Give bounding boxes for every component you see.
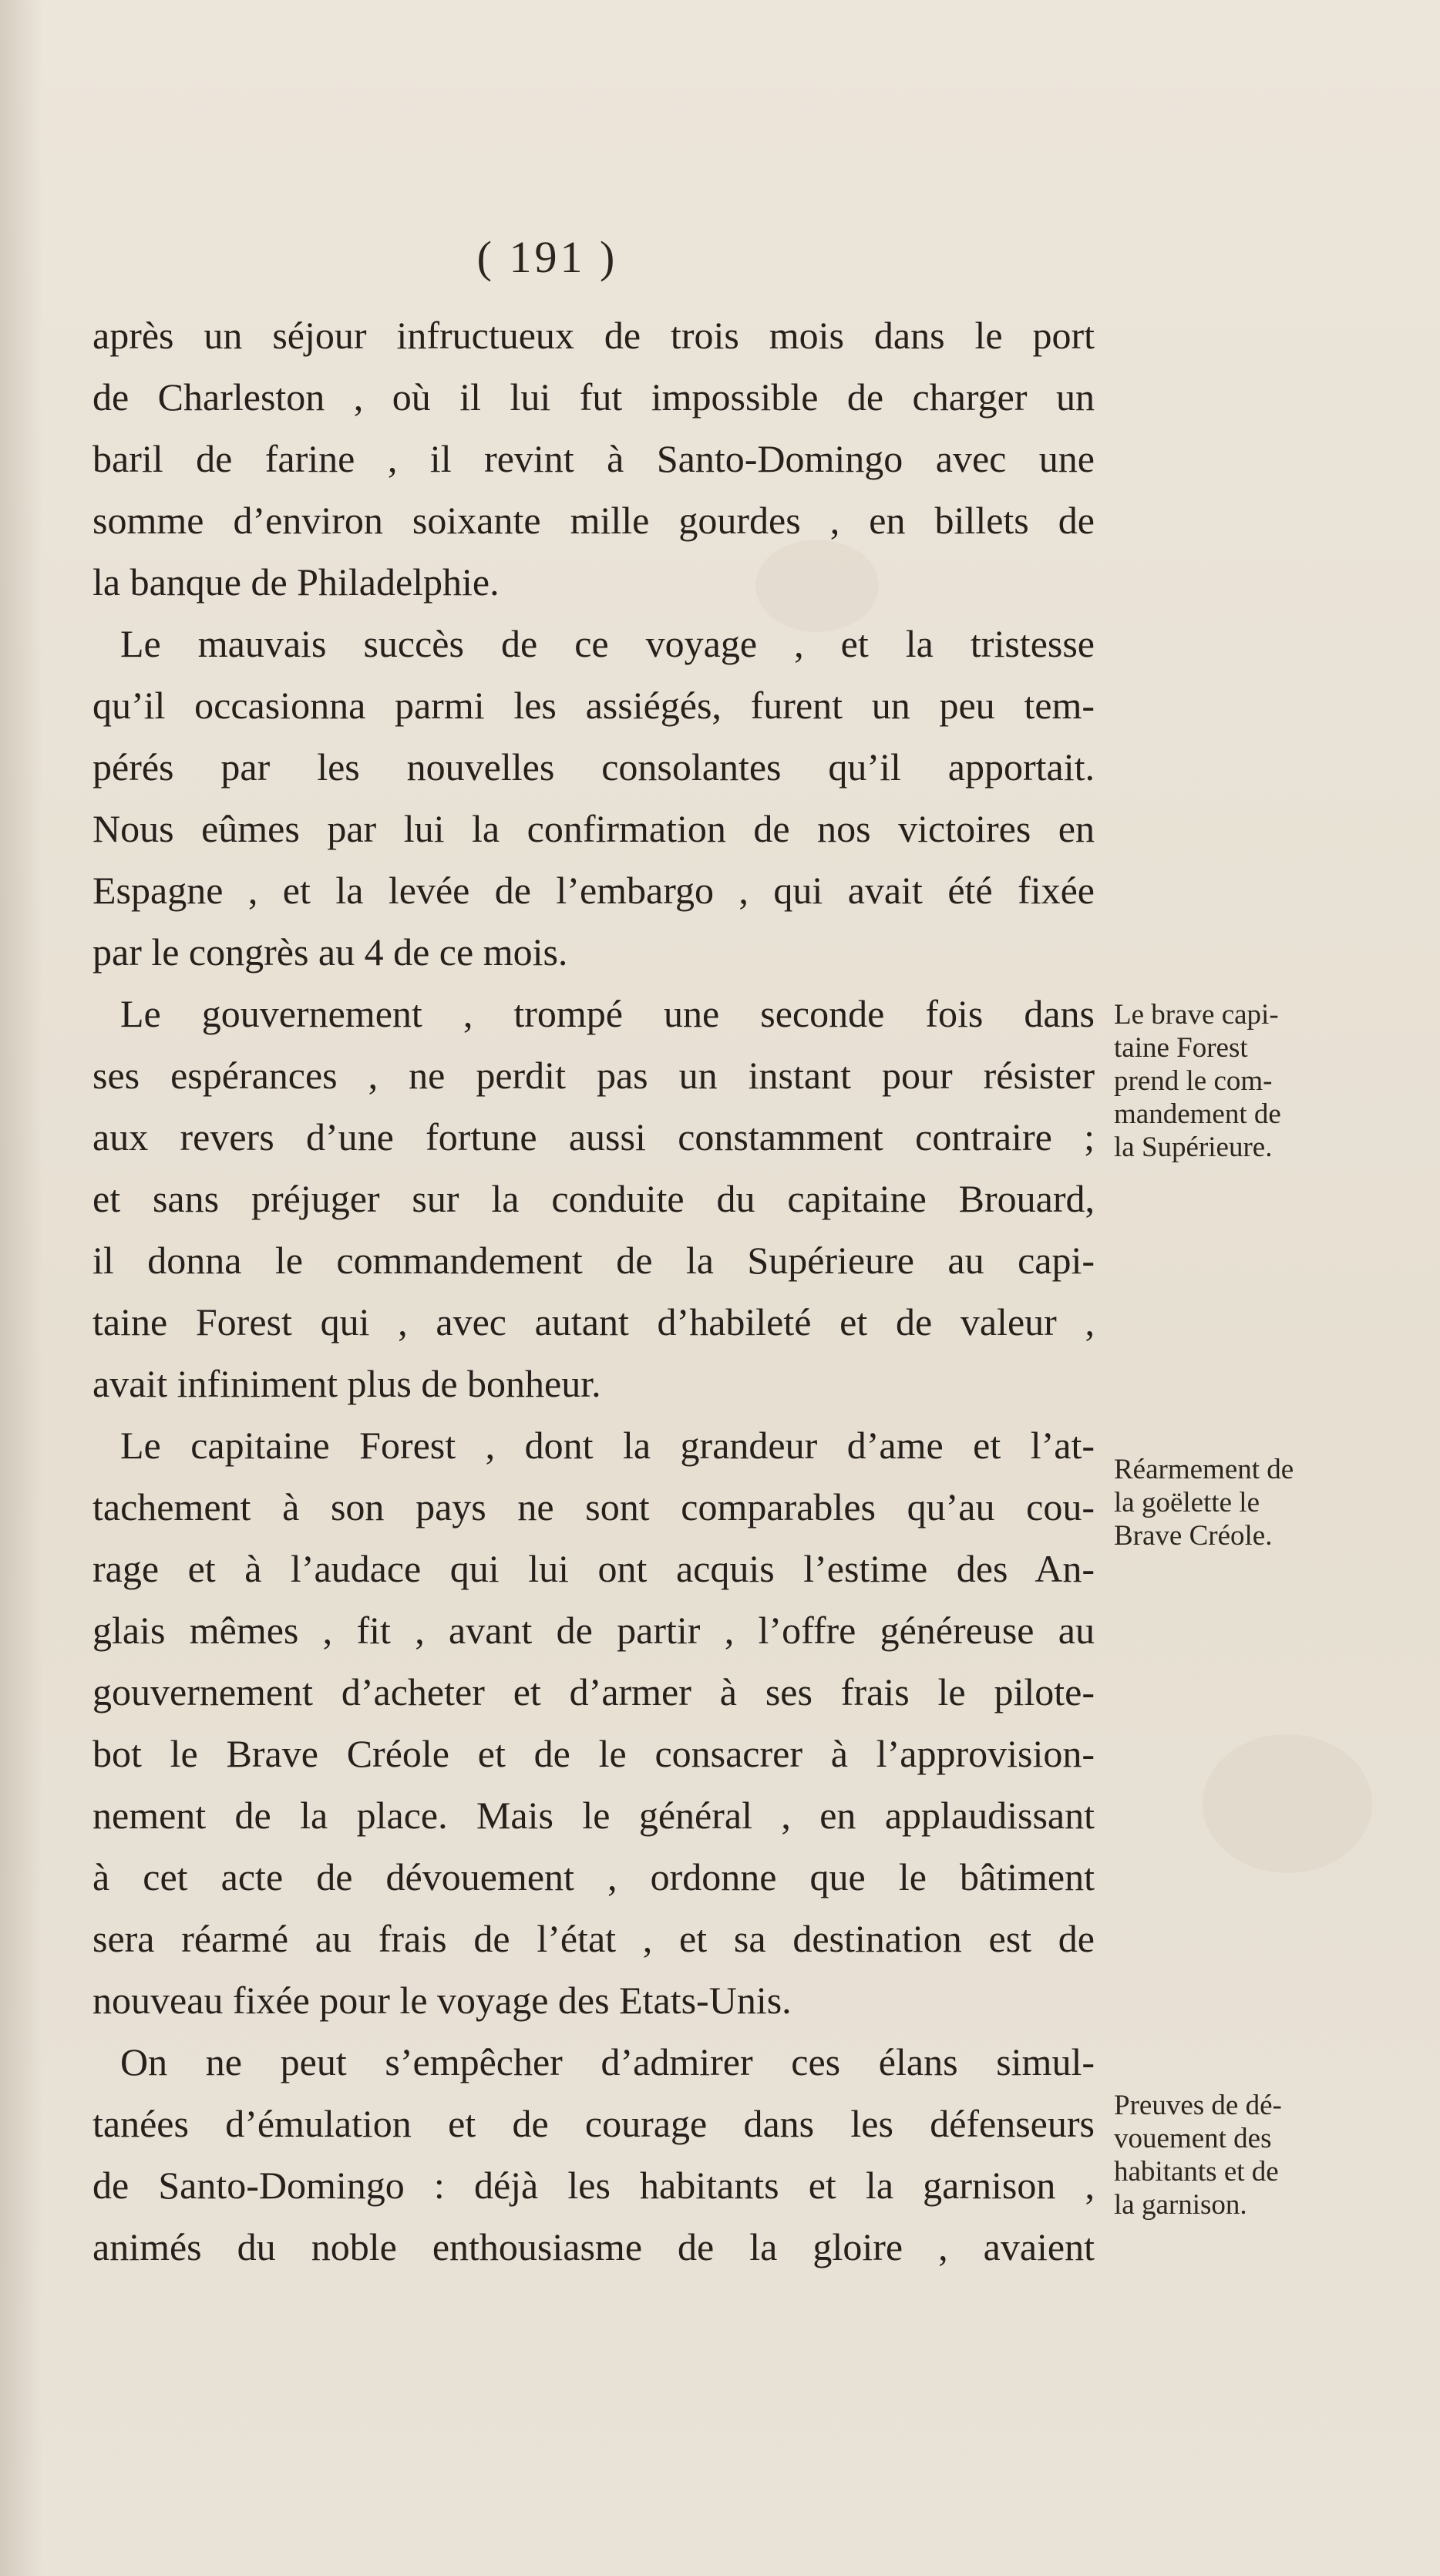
- text-line: Espagne , et la levée de l’embargo , qui avait été fixée: [93, 869, 1095, 912]
- text-line: baril de farine , il revint à Santo-Domingo avec une: [93, 437, 1095, 480]
- main-text: [93, 304, 1095, 2278]
- text-line: aux revers d’une fortune aussi constamment contraire ;: [93, 1115, 1095, 1159]
- text-line: taine Forest qui , avec autant d’habileté et de valeur ,: [93, 1300, 1095, 1343]
- gutter-shadow: [0, 0, 42, 2576]
- text-line: qu’il occasionna parmi les assiégés, furent un peu tem-: [93, 684, 1095, 727]
- margin-note-line: la Supérieure.: [1114, 1132, 1273, 1163]
- text-line: de Santo-Domingo : déjà les habitants et la garnison ,: [93, 2164, 1095, 2207]
- text-line: avait infiniment plus de bonheur.: [93, 1362, 601, 1405]
- text-line: Le mauvais succès de ce voyage , et la tristesse: [120, 622, 1095, 665]
- text-line: Le gouvernement , trompé une seconde fois dans: [120, 992, 1095, 1035]
- text-line: On ne peut s’empêcher d’admirer ces élans simul-: [120, 2040, 1095, 2083]
- paper-stain: [1203, 1734, 1372, 1873]
- margin-note-line: prend le com-: [1114, 1065, 1273, 1097]
- text-line: gouvernement d’acheter et d’armer à ses frais le pilote-: [93, 1670, 1095, 1713]
- page-number: ( 191 ): [476, 232, 618, 282]
- text-line: bot le Brave Créole et de le consacrer à l’approvision-: [93, 1732, 1095, 1775]
- paragraph-2: [93, 613, 1095, 983]
- text-line: à cet acte de dévouement , ordonne que le bâtiment: [93, 1855, 1095, 1898]
- text-line: Le capitaine Forest , dont la grandeur d’ame et l’at-: [120, 1424, 1095, 1467]
- text-line: tanées d’émulation et de courage dans les défenseurs: [93, 2102, 1095, 2145]
- text-line: Nous eûmes par lui la confirmation de nos victoires en: [93, 807, 1095, 850]
- margin-note-devotion: [1114, 2089, 1391, 2221]
- text-line: rage et à l’audace qui lui ont acquis l’estime des An-: [93, 1547, 1095, 1590]
- text-line: glais mêmes , fit , avant de partir , l’offre généreuse au: [93, 1609, 1095, 1652]
- text-line: tachement à son pays ne sont comparables qu’au cou-: [93, 1485, 1095, 1528]
- paragraph-1: [93, 304, 1095, 613]
- margin-note-line: vouement des: [1114, 2123, 1272, 2154]
- paragraph-4: [93, 1414, 1095, 2031]
- margin-note-line: la garnison.: [1114, 2189, 1247, 2221]
- text-line: sera réarmé au frais de l’état , et sa destination est de: [93, 1917, 1095, 1960]
- margin-note-forest-command: [1114, 998, 1391, 1164]
- margin-note-line: Le brave capi-: [1114, 999, 1279, 1031]
- text-line: la banque de Philadelphie.: [93, 560, 500, 604]
- margin-note-line: Preuves de dé-: [1114, 2090, 1282, 2121]
- text-line: pérés par les nouvelles consolantes qu’il apportait.: [93, 745, 1095, 789]
- text-line: animés du noble enthousiasme de la gloire , avaient: [93, 2225, 1095, 2268]
- text-line: après un séjour infructueux de trois mois dans le port: [93, 314, 1095, 357]
- margin-note-line: Réarmement de: [1114, 1454, 1294, 1485]
- margin-note-line: Brave Créole.: [1114, 1520, 1273, 1552]
- margin-note-line: la goëlette le: [1114, 1487, 1260, 1518]
- text-line: ses espérances , ne perdit pas un instant pour résister: [93, 1054, 1095, 1097]
- text-line: nouveau fixée pour le voyage des Etats-Unis.: [93, 1979, 792, 2022]
- text-line: il donna le commandement de la Supérieure au capi-: [93, 1239, 1095, 1282]
- text-line: par le congrès au 4 de ce mois.: [93, 930, 568, 974]
- text-line: nement de la place. Mais le général , en applaudissant: [93, 1794, 1095, 1837]
- margin-note-rearmament: [1114, 1453, 1391, 1552]
- margin-note-line: habitants et de: [1114, 2156, 1279, 2188]
- text-line: de Charleston , où il lui fut impossible de charger un: [93, 375, 1095, 419]
- paragraph-3: [93, 983, 1095, 1414]
- margin-note-line: mandement de: [1114, 1098, 1281, 1130]
- paragraph-5: [93, 2031, 1095, 2278]
- margin-note-line: taine Forest: [1114, 1032, 1248, 1064]
- text-line: somme d’environ soixante mille gourdes , en billets de: [93, 499, 1095, 542]
- text-line: et sans préjuger sur la conduite du capitaine Brouard,: [93, 1177, 1095, 1220]
